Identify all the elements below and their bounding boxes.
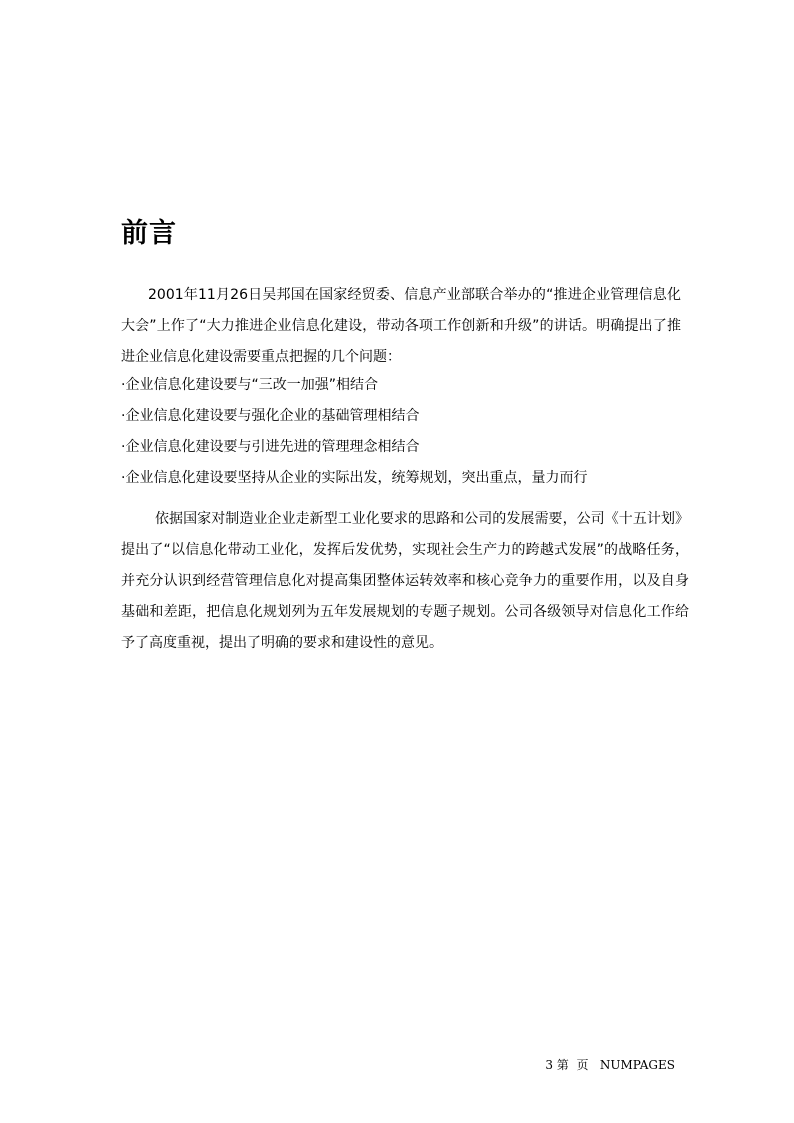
- bullet-item: ·企业信息化建设要与“三改一加强”相结合: [121, 377, 378, 393]
- bullet-item: ·企业信息化建设要与引进先进的管理理念相结合: [121, 439, 420, 455]
- intro-paragraph: 2001年11月26日吴邦国在国家经贸委、信息产业部联合举办的“推进企业管理信息化大会”上作了“大力推进企业信息化建设，带动各项工作创新和升级”的讲话。明确提出了推进企业信息化建设需要重点把握的几个问题：: [121, 287, 681, 365]
- page-title: 前言: [121, 218, 177, 249]
- page-footer: 3 第 页 NUMPAGES: [545, 1058, 675, 1072]
- body-paragraph: 依据国家对制造业企业走新型工业化要求的思路和公司的发展需要，公司《十五计划》提出了“以信息化带动工业化，发挥后发优势，实现社会生产力的跨越式发展”的战略任务，并充分认识到经营管理信息化对提高集团整体运转效率和核心竞争力的重要作用，以及自身基础和差距，把信息化规划列为五年发展规划的专题子规划。公司各级领导对信息化工作给予了高度重视，提出了明确的要求和建设性的意见。: [121, 511, 689, 651]
- bullet-item: ·企业信息化建设要与强化企业的基础管理相结合: [121, 408, 420, 424]
- bullet-item: ·企业信息化建设要坚持从企业的实际出发，统筹规划，突出重点，量力而行: [121, 470, 588, 486]
- bullet-list: [121, 370, 681, 494]
